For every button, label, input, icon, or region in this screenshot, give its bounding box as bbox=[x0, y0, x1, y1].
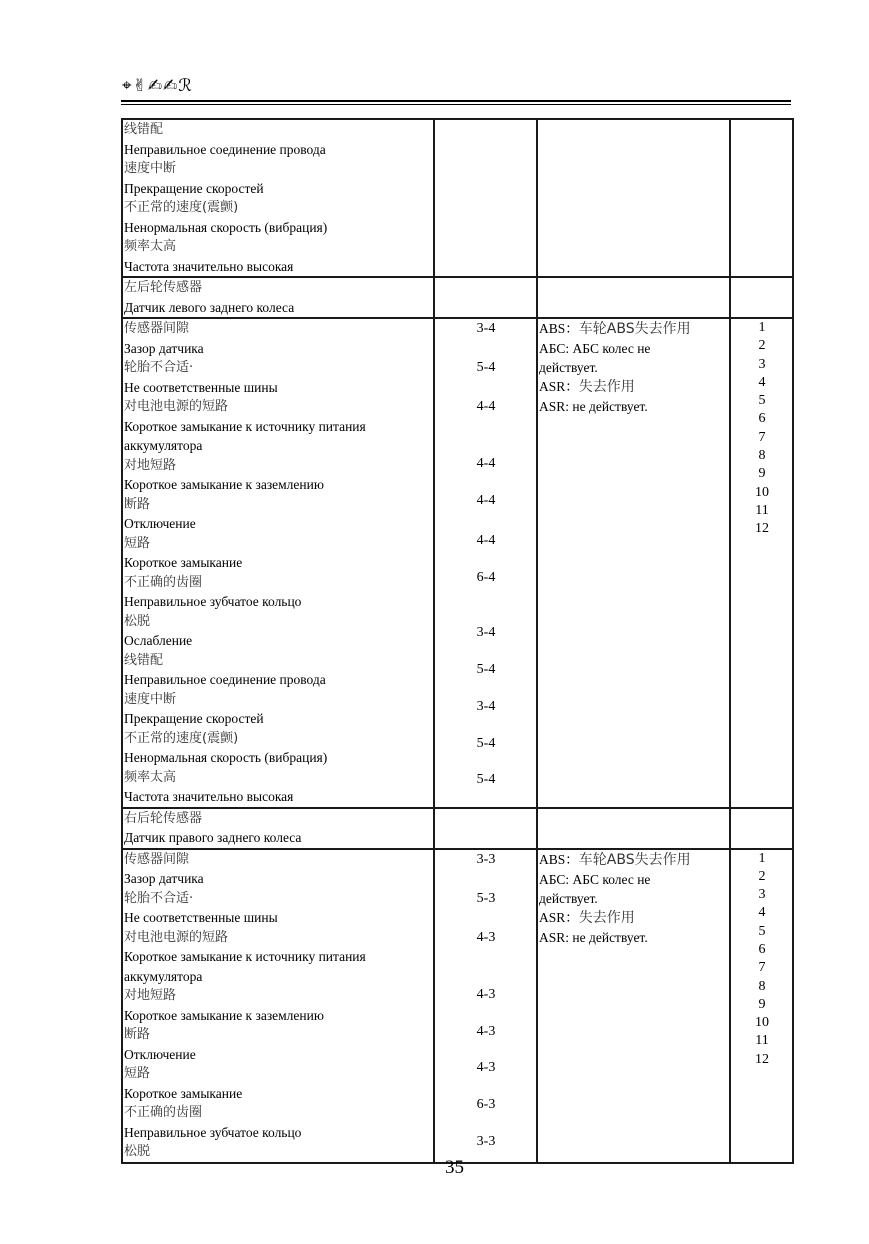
description-line-ru: Зазор датчика bbox=[124, 340, 204, 356]
reference-number: 3 bbox=[758, 356, 766, 372]
description-line-ru: Ненормальная скорость (вибрация) bbox=[124, 750, 328, 765]
description-line-zh: 短路 bbox=[124, 1066, 151, 1081]
description-line-zh: 线错配 bbox=[124, 652, 164, 668]
reference-number: 10 bbox=[755, 484, 769, 500]
description-line-ru: Прекращение скоростей bbox=[124, 180, 264, 196]
fault-effect-cell bbox=[537, 119, 730, 277]
effect-text-zh: 车轮ABS失去作用 bbox=[578, 321, 691, 337]
fault-effect-cell bbox=[537, 277, 730, 318]
fault-description-cell bbox=[122, 318, 434, 808]
effect-text: ASR： bbox=[539, 909, 579, 925]
fault-code-cell bbox=[434, 849, 537, 1163]
effect-text-zh: 失去作用 bbox=[578, 379, 635, 395]
fault-effect-cell bbox=[537, 318, 730, 808]
description-line-zh: 传感器间隙 bbox=[124, 851, 190, 867]
effect-line bbox=[539, 377, 729, 397]
fault-code: 3-4 bbox=[476, 321, 496, 336]
table-row bbox=[122, 318, 793, 808]
fault-code: 3-3 bbox=[476, 1133, 496, 1149]
effect-line bbox=[539, 908, 729, 928]
reference-number: 11 bbox=[755, 1033, 769, 1049]
description-line-ru: Датчик левого заднего колеса bbox=[124, 299, 295, 315]
table-row bbox=[122, 119, 793, 277]
reference-number-cell bbox=[730, 277, 793, 318]
effect-text: АБС: АБС колес не bbox=[539, 341, 651, 356]
description-line-ru: аккумулятора bbox=[124, 438, 203, 453]
reference-number: 10 bbox=[755, 1015, 769, 1031]
effect-line bbox=[539, 397, 729, 416]
description-line-ru: Зазор датчика bbox=[124, 871, 204, 886]
reference-number-cell bbox=[730, 119, 793, 277]
fault-code: 4-4 bbox=[476, 493, 496, 508]
fault-description-cell bbox=[122, 119, 434, 277]
table-row bbox=[122, 849, 793, 1163]
description-line-ru: Частота значительно высокая bbox=[124, 789, 294, 804]
effect-text: ASR: не действует. bbox=[539, 399, 648, 414]
description-line-ru: Неправильное зубчатое кольцо bbox=[124, 1124, 302, 1140]
header-symbol-glyphs: ⌖✌✍✍ℛ bbox=[122, 76, 193, 96]
effect-line bbox=[539, 850, 729, 870]
description-line-ru: Частота значительно высокая bbox=[124, 258, 294, 274]
effect-line bbox=[539, 358, 729, 377]
reference-number: 6 bbox=[758, 411, 766, 427]
reference-number: 1 bbox=[758, 320, 766, 335]
description-line-ru: Не соответственные шины bbox=[124, 910, 278, 925]
reference-number: 12 bbox=[755, 1051, 769, 1067]
reference-number: 2 bbox=[758, 868, 766, 884]
description-line-zh: 不正常的速度(震颤) bbox=[124, 200, 239, 215]
description-line-zh: 不正常的速度(震颤) bbox=[124, 730, 239, 746]
effect-text: ASR: не действует. bbox=[539, 929, 648, 945]
fault-code: 5-4 bbox=[476, 662, 496, 677]
description-line-ru: аккумулятора bbox=[124, 968, 203, 984]
description-line-zh: 速度中断 bbox=[124, 691, 177, 707]
reference-number: 1 bbox=[758, 850, 766, 866]
description-line-zh: 对电池电源的短路 bbox=[124, 399, 229, 414]
description-line-zh: 频率太高 bbox=[124, 239, 177, 254]
fault-code: 3-3 bbox=[476, 851, 496, 867]
description-line-ru: Короткое замыкание к источнику питания bbox=[124, 949, 366, 964]
fault-code-cell bbox=[434, 318, 537, 808]
effect-text-zh: 车轮ABS失去作用 bbox=[578, 851, 691, 868]
description-line-zh: 右后轮传感器 bbox=[124, 810, 203, 826]
description-line-ru: Ненормальная скорость (вибрация) bbox=[124, 219, 328, 235]
reference-number: 9 bbox=[758, 466, 766, 482]
effect-text: действует. bbox=[539, 890, 598, 906]
description-line-zh: 线错配 bbox=[124, 122, 164, 137]
fault-code: 4-3 bbox=[476, 986, 496, 1002]
fault-code: 6-4 bbox=[476, 570, 496, 585]
reference-number: 12 bbox=[755, 521, 769, 537]
description-line-ru: Ослабление bbox=[124, 633, 193, 648]
reference-number: 8 bbox=[758, 978, 766, 994]
reference-number: 6 bbox=[758, 941, 766, 957]
fault-code-cell bbox=[434, 277, 537, 318]
fault-code: 5-4 bbox=[476, 736, 496, 751]
description-line-zh: 频率太高 bbox=[124, 769, 177, 785]
reference-number-cell bbox=[730, 849, 793, 1163]
fault-table bbox=[121, 118, 794, 1164]
reference-number: 8 bbox=[758, 448, 766, 464]
table-row bbox=[122, 808, 793, 849]
effect-text: АБС: АБС колес не bbox=[539, 871, 651, 887]
fault-code: 4-3 bbox=[476, 1059, 496, 1075]
effect-text: ABS： bbox=[539, 851, 579, 867]
reference-number-cell bbox=[730, 318, 793, 808]
effect-text: ABS： bbox=[539, 321, 579, 336]
fault-effect-cell bbox=[537, 808, 730, 849]
description-line-zh: 断路 bbox=[124, 496, 151, 512]
description-line-zh: 传感器间隙 bbox=[124, 321, 190, 336]
fault-code: 5-4 bbox=[476, 360, 496, 375]
reference-number: 3 bbox=[758, 887, 766, 903]
fault-code: 6-3 bbox=[476, 1096, 496, 1112]
fault-description-cell bbox=[122, 849, 434, 1163]
fault-code: 4-4 bbox=[476, 456, 496, 471]
reference-number: 7 bbox=[758, 960, 766, 976]
reference-number: 5 bbox=[758, 393, 766, 409]
effect-text-zh: 失去作用 bbox=[578, 909, 635, 926]
fault-code: 3-4 bbox=[476, 625, 496, 640]
description-line-ru: Не соответственные шины bbox=[124, 379, 278, 395]
description-line-zh: 松脱 bbox=[124, 613, 151, 629]
effect-line bbox=[539, 928, 729, 947]
fault-description-cell bbox=[122, 277, 434, 318]
page-number: 35 bbox=[445, 1157, 464, 1178]
effect-line bbox=[539, 889, 729, 908]
fault-code: 5-3 bbox=[476, 890, 496, 906]
fault-code: 4-4 bbox=[476, 399, 496, 414]
reference-number: 11 bbox=[755, 502, 769, 518]
description-line-ru: Неправильное соединение провода bbox=[124, 672, 326, 687]
description-line-ru: Короткое замыкание к заземлению bbox=[124, 477, 324, 492]
reference-number: 9 bbox=[758, 996, 766, 1012]
description-line-zh: 轮胎不合适· bbox=[124, 890, 194, 906]
reference-number: 5 bbox=[758, 923, 766, 939]
effect-line bbox=[539, 339, 729, 358]
fault-code: 4-3 bbox=[476, 1023, 496, 1039]
fault-code: 4-3 bbox=[476, 929, 496, 945]
description-line-zh: 左后轮传感器 bbox=[124, 280, 203, 295]
description-line-zh: 对电池电源的短路 bbox=[124, 929, 229, 945]
description-line-ru: Короткое замыкание bbox=[124, 555, 243, 570]
header-rule-thick bbox=[121, 100, 791, 102]
description-line-ru: Неправильное зубчатое кольцо bbox=[124, 594, 302, 609]
description-line-ru: Прекращение скоростей bbox=[124, 711, 264, 726]
fault-code-cell bbox=[434, 119, 537, 277]
fault-effect-cell bbox=[537, 849, 730, 1163]
effect-text: ASR： bbox=[539, 379, 579, 394]
description-line-zh: 轮胎不合适· bbox=[124, 360, 194, 375]
description-line-zh: 短路 bbox=[124, 535, 151, 551]
reference-number: 2 bbox=[758, 338, 766, 354]
description-line-zh: 速度中断 bbox=[124, 161, 177, 176]
header-rule-thin bbox=[121, 104, 791, 105]
description-line-zh: 对地短路 bbox=[124, 988, 177, 1003]
effect-text: действует. bbox=[539, 360, 598, 375]
reference-number-cell bbox=[730, 808, 793, 849]
effect-line bbox=[539, 870, 729, 889]
description-line-zh: 松脱 bbox=[124, 1144, 151, 1159]
effect-line bbox=[539, 319, 729, 339]
fault-code-cell bbox=[434, 808, 537, 849]
fault-description-cell bbox=[122, 808, 434, 849]
table-row bbox=[122, 277, 793, 318]
description-line-ru: Короткое замыкание к заземлению bbox=[124, 1007, 324, 1023]
description-line-zh: 不正确的齿圈 bbox=[124, 574, 203, 590]
description-line-ru: Короткое замыкание к источнику питания bbox=[124, 418, 366, 434]
description-line-zh: 断路 bbox=[124, 1027, 151, 1042]
reference-number: 4 bbox=[758, 905, 766, 921]
fault-code: 5-4 bbox=[476, 772, 496, 787]
description-line-ru: Неправильное соединение провода bbox=[124, 141, 326, 157]
description-line-zh: 不正确的齿圈 bbox=[124, 1105, 203, 1120]
description-line-ru: Отключение bbox=[124, 1046, 196, 1062]
reference-number: 4 bbox=[758, 374, 766, 390]
fault-code: 3-4 bbox=[476, 699, 496, 714]
description-line-ru: Отключение bbox=[124, 516, 196, 531]
description-line-ru: Датчик правого заднего колеса bbox=[124, 830, 302, 845]
description-line-zh: 对地短路 bbox=[124, 457, 177, 473]
description-line-ru: Короткое замыкание bbox=[124, 1085, 243, 1101]
reference-number: 7 bbox=[758, 429, 766, 445]
fault-code: 4-4 bbox=[476, 533, 496, 548]
